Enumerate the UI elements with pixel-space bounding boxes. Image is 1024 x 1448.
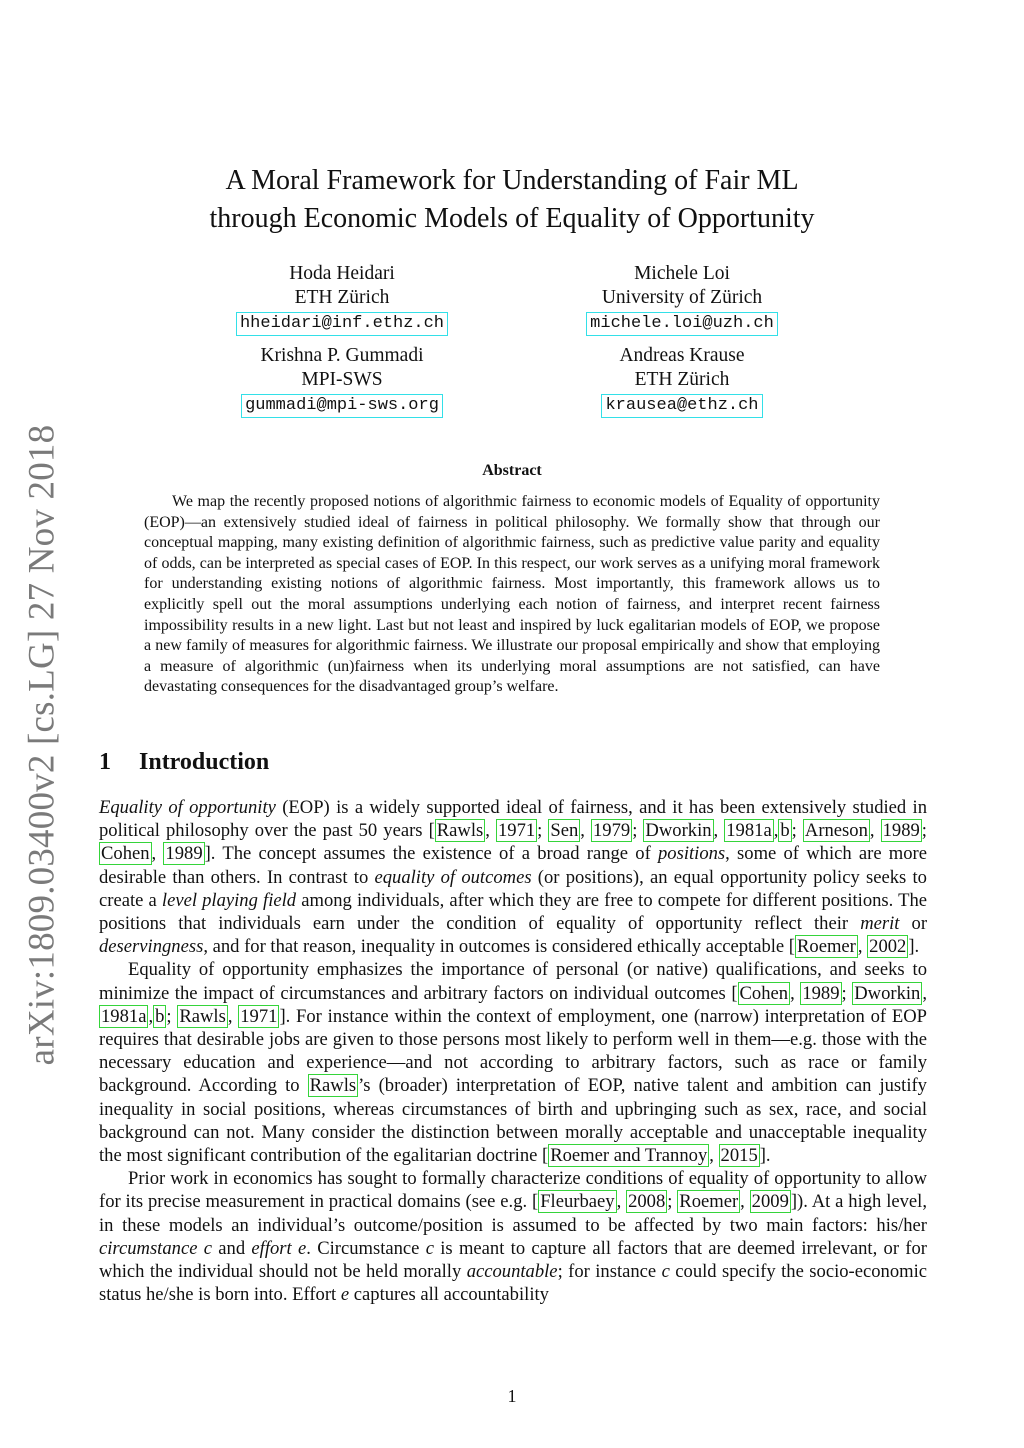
introduction-body <box>99 796 927 1306</box>
emphasis: circumstance <box>99 1237 198 1259</box>
body-text: , <box>709 1145 719 1167</box>
body-text: , <box>857 936 868 958</box>
citation-link[interactable]: Rawls <box>309 1075 357 1097</box>
body-text: ; for instance <box>557 1261 662 1283</box>
citation-link[interactable]: Arneson <box>804 820 868 842</box>
body-text: ; <box>632 820 644 842</box>
arxiv-identifier-margin: arXiv:1809.03400v2 [cs.LG] 27 Nov 2018 <box>21 424 63 1066</box>
author-block <box>532 262 832 336</box>
paper-title <box>100 162 924 238</box>
body-text: , <box>616 1191 627 1213</box>
citation-link[interactable]: 1971 <box>240 1005 278 1027</box>
body-text: (or positions), an equal opportunity policy seeks to create a <box>99 866 927 911</box>
body-text: or <box>899 913 928 935</box>
author-affiliation: ETH Zürich <box>634 369 730 390</box>
citation-link[interactable]: Dworkin <box>854 982 921 1004</box>
body-text: ; <box>667 1191 678 1213</box>
citation-link[interactable]: Dworkin <box>645 820 712 842</box>
body-text: , <box>151 843 164 865</box>
citation-link[interactable]: 1971 <box>497 820 536 842</box>
emphasis: accountable <box>466 1261 558 1283</box>
abstract-text: We map the recently proposed notions of algorithmic fairness to economic models of Equality of opportunity (EOP)—an extensively studied ideal of fairness in political philosophy. We formally show that through our conceptual mapping, many existing definition of algorithmic fairness, such as predictive value parity and equality of odds, can be interpreted as special cases of EOP. In this respect, our work serves as a unifying moral framework for understanding existing notions of algorithmic fairness. Most importantly, this framework allows us to explicitly spell out the moral assumptions underlying each notion of fairness, and interpret recent fairness impossibility results in a new light. Last but not least and inspired by luck egalitarian models of EOP, we propose a new family of measures for algorithmic fairness. We illustrate our proposal empirically and show that employing a measure of algorithmic (un)fairness when its underlying moral assumptions are not satisfied, can have devastating consequences for the disadvantaged group’s welfare. <box>144 493 880 696</box>
body-text: . Circumstance <box>306 1237 426 1259</box>
body-text: ; <box>791 820 803 842</box>
citation-link[interactable]: Rawls <box>436 820 484 842</box>
body-text: , <box>148 1005 154 1027</box>
citation-link[interactable]: Roemer <box>679 1191 739 1213</box>
body-text: , some of which are more desirable than others. In contrast to <box>99 843 928 888</box>
body-text: ]. <box>759 1145 771 1167</box>
paragraph <box>99 958 927 1167</box>
citation-link[interactable]: b <box>780 820 790 842</box>
section-title: Introduction <box>139 749 270 775</box>
math-variable: c <box>203 1237 212 1259</box>
body-text: , <box>790 982 801 1004</box>
citation-link[interactable]: b <box>155 1005 165 1027</box>
author-name: Hoda Heidari <box>289 263 395 284</box>
math-variable: e <box>298 1237 307 1259</box>
emphasis: merit <box>860 913 900 935</box>
author-email-link[interactable]: krausea@ethz.ch <box>601 394 762 418</box>
body-text: , <box>740 1191 750 1213</box>
body-text: , and for that reason, inequality in outcomes is considered ethically acceptable [ <box>203 936 795 958</box>
body-text: ]). At a high level, in these models an individual’s outcome/position is assumed to be affected by two main factors: his/her <box>99 1191 927 1236</box>
author-email-link[interactable]: gummadi@mpi-sws.org <box>241 394 443 418</box>
body-text: (EOP) is a widely supported ideal of fairness, and it has been extensively studied in political philosophy over the past 50 years [ <box>99 797 928 842</box>
body-text: among individuals, after which they are free to compete for different positions. The positions that individuals earn under the condition of equality of opportunity reflect their <box>99 889 928 935</box>
body-text: , <box>869 820 881 842</box>
math-variable: c <box>661 1261 670 1283</box>
body-text: ]. For instance within the context of employment, one (narrow) interpretation of EOP requires that desirable jobs are given to those persons most likely to perform well in them—e.g. those with the necessary education and experience—and not according to arbitrary factors, such as race or family background. According to <box>99 1005 927 1097</box>
author-block <box>532 344 832 418</box>
body-text: , <box>713 820 725 842</box>
body-text: Equality of opportunity emphasizes the importance of personal (or native) qualifications, and seeks to minimize the impact of circumstances and arbitrary factors on individual outcomes [ <box>99 959 927 1004</box>
author-name: Krishna P. Gummadi <box>260 345 424 366</box>
author-email-link[interactable]: hheidari@inf.ethz.ch <box>236 312 448 336</box>
abstract-heading: Abstract <box>482 462 542 479</box>
author-affiliation: University of Zürich <box>601 287 763 308</box>
citation-link[interactable]: 1989 <box>802 982 840 1004</box>
emphasis: effort <box>251 1237 292 1259</box>
citation-link[interactable]: 2015 <box>720 1145 758 1167</box>
body-text: , <box>922 982 928 1004</box>
emphasis: deservingness <box>99 936 204 958</box>
author-block <box>192 262 492 336</box>
section-number: 1 <box>99 749 111 775</box>
math-variable: c <box>425 1237 434 1259</box>
citation-link[interactable]: 2009 <box>751 1191 789 1213</box>
citation-link[interactable]: 2008 <box>628 1191 666 1213</box>
body-text: and <box>212 1237 252 1259</box>
body-text: ; <box>841 982 853 1004</box>
author-name: Michele Loi <box>634 263 730 284</box>
body-text: captures all accountability <box>349 1284 549 1306</box>
paragraph <box>99 796 927 958</box>
citation-link[interactable]: 1989 <box>165 843 203 865</box>
paragraph <box>99 1167 927 1306</box>
citation-link[interactable]: Rawls <box>179 1005 226 1027</box>
body-text: , <box>485 820 496 842</box>
body-text: Prior work in economics has sought to formally characterize conditions of equality of opportunity to allow for its precise measurement in practical domains (see e.g. [ <box>99 1168 927 1213</box>
math-variable: e <box>340 1284 350 1306</box>
body-text: , <box>580 820 591 842</box>
body-text: ’s (broader) interpretation of EOP, native talent and ambition can justify inequality in social positions, whereas circumstances of birth and upbringing such as sex, race, and social background can not. Many consider the distinction between morally acceptable and unacceptable inequality the most significant contribution of the egalitarian doctrine [ <box>99 1075 927 1167</box>
body-text: , <box>227 1005 239 1027</box>
body-text: ]. <box>908 936 920 958</box>
citation-link[interactable]: Sen <box>550 820 579 842</box>
body-text: is meant to capture all factors that are deemed irrelevant, or for which the individual should not be held morally <box>99 1237 927 1283</box>
emphasis: level playing field <box>161 889 297 911</box>
author-affiliation: ETH Zürich <box>294 287 390 308</box>
author-block <box>192 344 492 418</box>
citation-link[interactable]: 1981a <box>726 820 772 842</box>
section-heading <box>99 749 269 776</box>
citation-link[interactable]: 1981a <box>101 1005 147 1027</box>
citation-link[interactable]: 1989 <box>882 820 920 842</box>
page-number: 1 <box>507 1386 517 1406</box>
citation-link[interactable]: 2002 <box>869 936 907 958</box>
author-name: Andreas Krause <box>619 345 745 366</box>
body-text: ]. The concept assumes the existence of a broad range of <box>204 843 658 865</box>
body-text: ; <box>166 1005 178 1027</box>
citation-link[interactable]: 1979 <box>593 820 631 842</box>
emphasis: positions <box>658 843 726 865</box>
title-line-2: through Economic Models of Equality of Opportunity <box>209 203 815 234</box>
body-text: , <box>773 820 779 842</box>
citation-link[interactable]: Cohen <box>101 843 150 865</box>
body-text: ; <box>921 820 927 842</box>
title-line-1: A Moral Framework for Understanding of Fair ML <box>225 165 799 196</box>
emphasis: Equality of opportunity <box>99 797 276 818</box>
body-text: could specify the socio-economic status he/she is born into. Effort <box>99 1261 928 1306</box>
emphasis: equality of outcomes <box>374 866 532 888</box>
author-email-link[interactable]: michele.loi@uzh.ch <box>586 312 778 336</box>
citation-link[interactable]: Roemer and Trannoy <box>550 1145 708 1167</box>
citation-link[interactable]: Roemer <box>797 936 856 958</box>
body-text: ; <box>537 820 549 842</box>
citation-link[interactable]: Cohen <box>739 982 789 1004</box>
author-affiliation: MPI-SWS <box>301 369 383 390</box>
citation-link[interactable]: Fleurbaey <box>540 1191 615 1213</box>
